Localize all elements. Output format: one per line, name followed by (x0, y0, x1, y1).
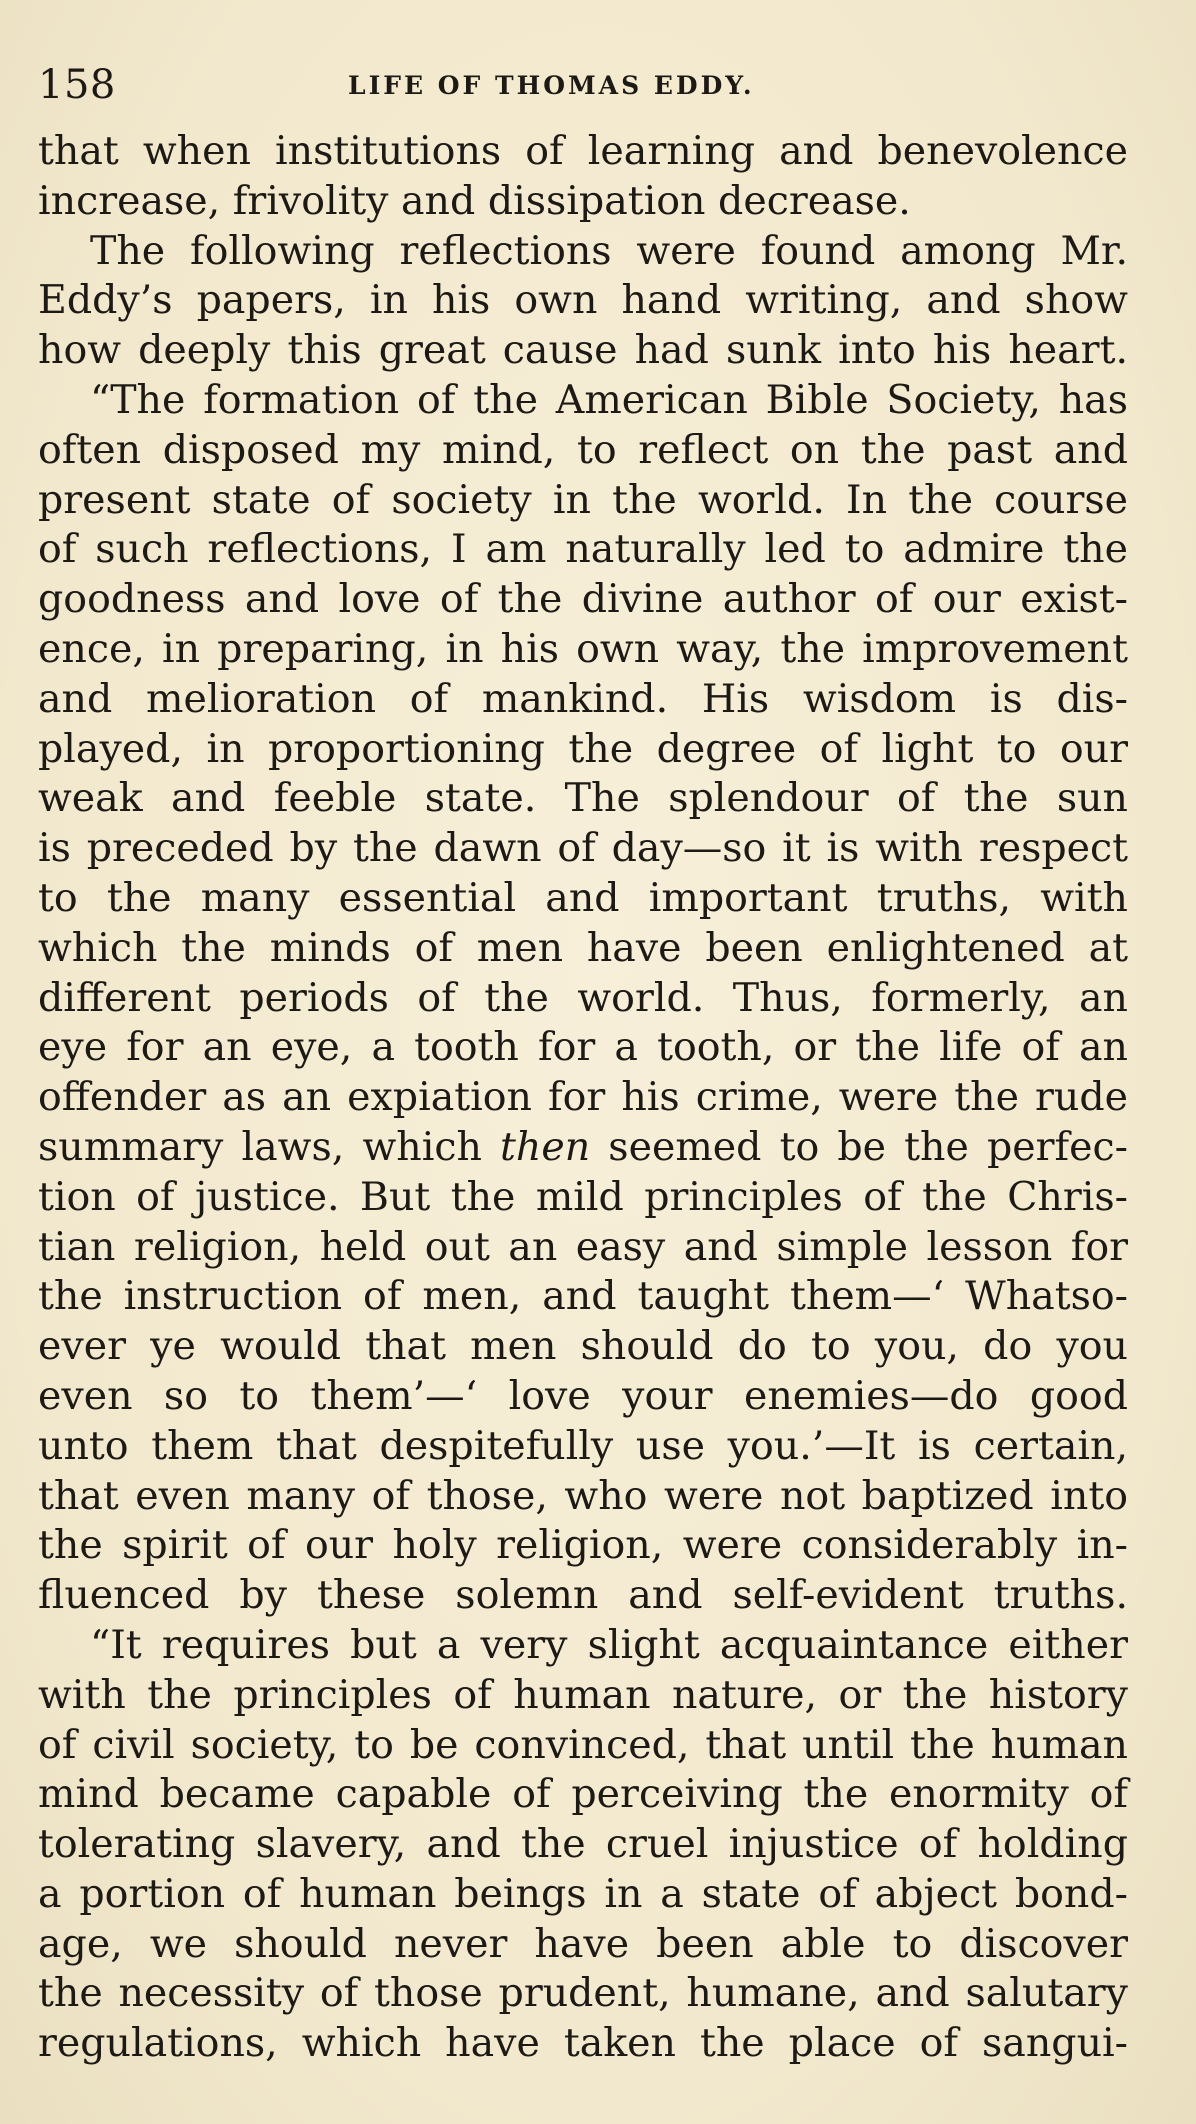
text-line: “It requires but a very slight acquaintance either (90, 1621, 1128, 1668)
text-line: often disposed my mind, to reflect on the past and (38, 426, 1128, 473)
text-line: the necessity of those prudent, humane, and salutary (38, 1970, 1128, 2017)
text-line: increase, frivolity and dissipation decrease. (38, 177, 911, 224)
text-line: mind became capable of perceiving the enormity of (38, 1771, 1128, 1818)
text-line: fluenced by these solemn and self-evident truths. (38, 1572, 1128, 1619)
text-line: the spirit of our holy religion, were considerably in- (38, 1522, 1128, 1569)
text-line: tolerating slavery, and the cruel injustice of holding (38, 1821, 1128, 1868)
text-line: which the minds of men have been enlightened at (38, 924, 1128, 971)
text-line: regulations, which have taken the place of sangui- (38, 2020, 1128, 2067)
text-line: Eddy’s papers, in his own hand writing, and show (38, 277, 1128, 324)
text-line: even so to them’—‘ love your enemies—do good (38, 1372, 1128, 1419)
text-line: age, we should never have been able to discover (38, 1920, 1128, 1967)
text-line: that when institutions of learning and benevolence (38, 128, 1128, 174)
text-line: the instruction of men, and taught them—‘ Whatso- (38, 1273, 1128, 1320)
text-line: offender as an expiation for his crime, were the rude (38, 1074, 1128, 1121)
text-line: with the principles of human nature, or the history (38, 1671, 1128, 1718)
text-line: present state of society in the world. In the course (38, 476, 1128, 523)
text-line: and melioration of mankind. His wisdom is dis- (38, 675, 1128, 722)
text-line: to the many essential and important truths, with (38, 874, 1128, 921)
text-line (38, 1123, 1128, 1173)
text-line: a portion of human beings in a state of abject bond- (38, 1870, 1128, 1917)
text-line: of such reflections, I am naturally led to admire the (38, 526, 1128, 573)
text-line: goodness and love of the divine author of our exist- (38, 576, 1128, 623)
italic-word: then (500, 1123, 591, 1170)
text-line: different periods of the world. Thus, formerly, an (38, 974, 1128, 1021)
text-line: ever ye would that men should do to you, do you (38, 1323, 1128, 1370)
text-line: tion of justice. But the mild principles of the Chris- (38, 1173, 1128, 1220)
text-line-segment: seemed to be the perfec- (590, 1123, 1128, 1170)
text-line: that even many of those, who were not baptized into (38, 1472, 1128, 1519)
text-line: “The formation of the American Bible Society, has (90, 376, 1128, 423)
body-text (38, 127, 1128, 2069)
text-line: tian religion, held out an easy and simple lesson for (38, 1223, 1128, 1270)
text-line: ence, in preparing, in his own way, the improvement (38, 625, 1128, 672)
text-line: unto them that despitefully use you.’—It is certain, (38, 1422, 1128, 1469)
text-line: The following reflections were found among Mr. (90, 227, 1128, 274)
running-title: LIFE OF THOMAS EDDY. (348, 71, 755, 100)
text-line: eye for an eye, a tooth for a tooth, or the life of an (38, 1024, 1128, 1071)
running-head (38, 60, 1118, 110)
text-line: played, in proportioning the degree of light to our (38, 725, 1128, 772)
text-line: is preceded by the dawn of day—so it is with respect (38, 825, 1128, 872)
page-number: 158 (38, 62, 116, 108)
text-line: of civil society, to be convinced, that until the human (38, 1721, 1128, 1768)
text-line: how deeply this great cause had sunk into his heart. (38, 327, 1128, 374)
text-line: weak and feeble state. The splendour of the sun (38, 775, 1128, 822)
text-line-segment: summary laws, which (38, 1123, 501, 1170)
